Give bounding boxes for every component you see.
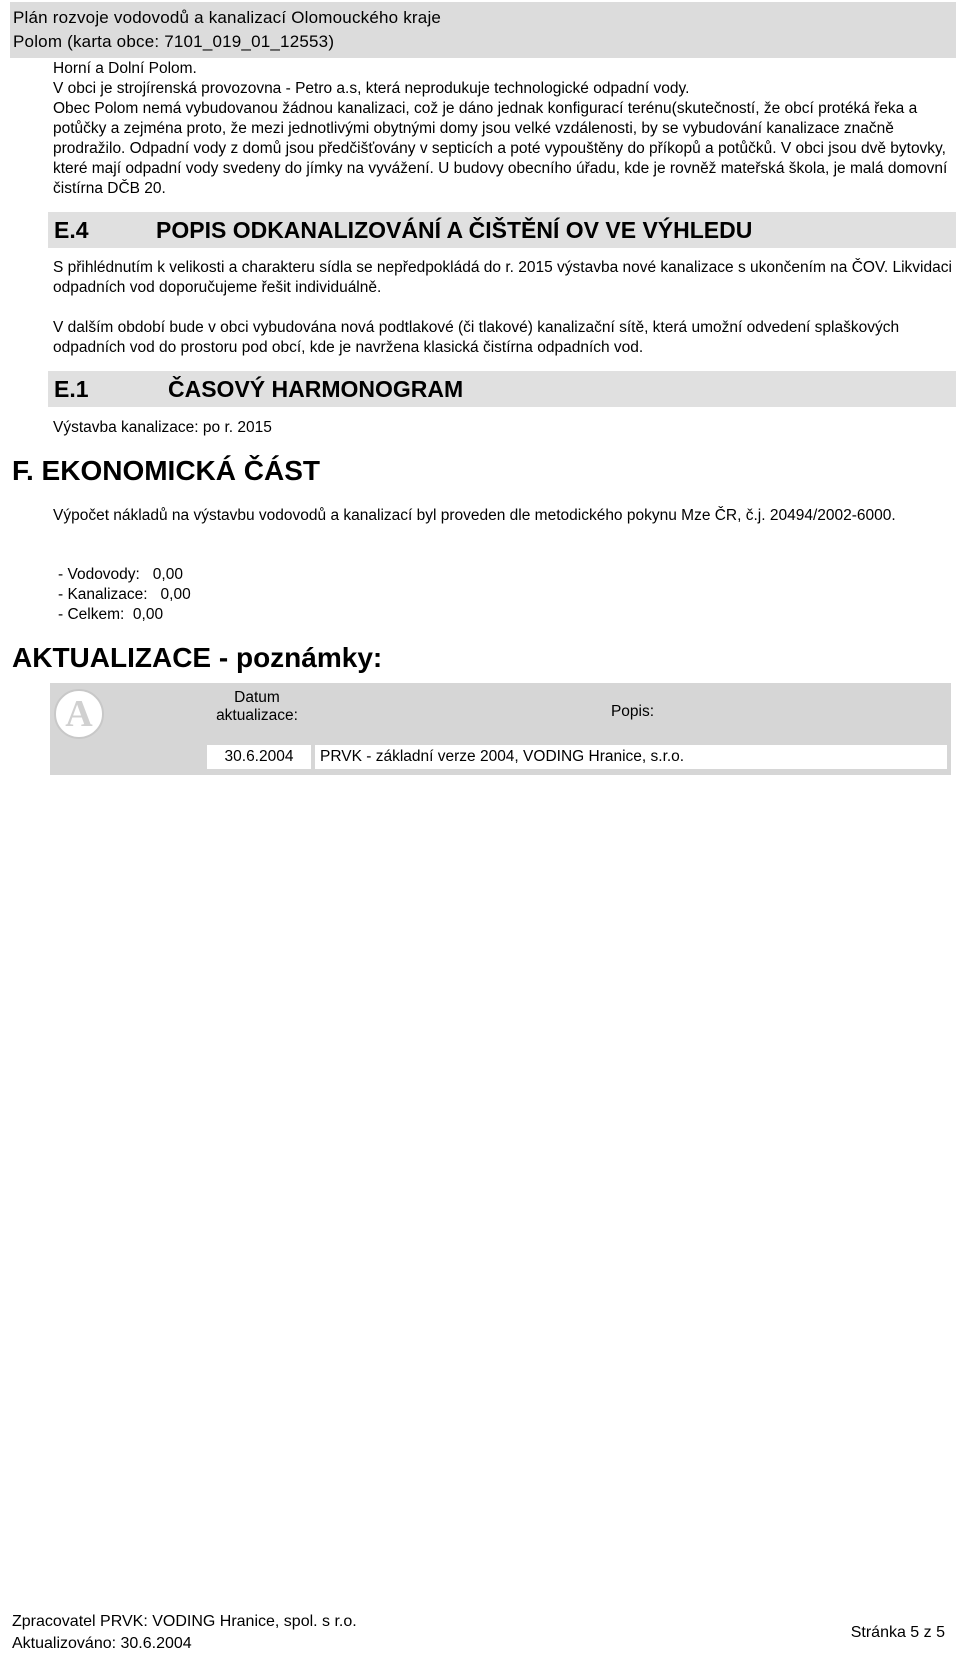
document-header (10, 2, 956, 58)
section-e1-number: E.1 (54, 376, 89, 402)
section-e4-heading (48, 212, 956, 248)
section-e1-text: Výstavba kanalizace: po r. 2015 (53, 419, 272, 436)
section-f-title: F. EKONOMICKÁ ČÁST (12, 455, 320, 486)
update-logo-icon (54, 689, 104, 739)
section-e1-title: ČASOVÝ HARMONOGRAM (168, 376, 464, 402)
footer-page-number: Stránka 5 z 5 (850, 1624, 945, 1641)
updates-table (50, 683, 951, 775)
updates-title: AKTUALIZACE - poznámky: (12, 642, 383, 673)
header-subtitle: Polom (karta obce: 7101_019_01_12553) (13, 32, 335, 51)
update-logo-letter: A (65, 693, 93, 735)
section-e4-title: POPIS ODKANALIZOVÁNÍ A ČIŠTĚNÍ OV VE VÝHLEDU (156, 217, 753, 243)
row-description: PRVK - základní verze 2004, VODING Hranice, s.r.o. (315, 745, 947, 769)
section-e4-paragraph-2: V dalším období bude v obci vybudována nová podtlakové (či tlakové) kanalizační sítě, která umožní odvedení splaškových odpadních vod do prostoru pod obcí, kde je navržena klasická čistírna odpadních vod. (53, 319, 900, 356)
cost-item-sewer: - Kanalizace: 0,00 (58, 586, 191, 603)
column-header-description: Popis: (610, 703, 655, 720)
column-header-date-line-2: aktualizace: (216, 707, 298, 724)
section-e4-number: E.4 (54, 217, 89, 243)
intro-text (53, 59, 953, 199)
column-header-date-line-1: Datum (234, 689, 280, 706)
cost-item-total: - Celkem: 0,00 (58, 606, 164, 623)
intro-paragraph: Obec Polom nemá vybudovanou žádnou kanalizaci, což je dáno jednak konfigurací terénu(skutečností, že obcí protéká řeka a potůčky a zejména proto, že mezi jednotlivými obytnými domy jsou velké vzdálenosti, by se vybudování kanalizace značně prodražilo. Odpadní vody z domů jsou předčišťovány v septicích a poté vypouštěny do příkopů a potůčků. V obci jsou dvě bytovky, které mají odpadní vody svedeny do jímky na vyvážení. U budovy obecního úřadu, kde je rovněž mateřská škola, je malá domovní čistírna DČB 20. (53, 100, 948, 197)
cost-item-water: - Vodovody: 0,00 (58, 566, 183, 583)
header-title: Plán rozvoje vodovodů a kanalizací Olomouckého kraje (13, 8, 442, 27)
intro-line-1: Horní a Dolní Polom. (53, 60, 197, 77)
column-header-date (207, 689, 307, 725)
cost-list (58, 565, 191, 625)
footer-author: Zpracovatel PRVK: VODING Hranice, spol. s r.o. (12, 1613, 357, 1630)
section-e4-paragraph-1: S přihlédnutím k velikosti a charakteru sídla se nepředpokládá do r. 2015 výstavba nové kanalizace s ukončením na ČOV. Likvidaci odpadních vod doporučujeme řešit individuálně. (53, 259, 952, 296)
row-date: 30.6.2004 (207, 745, 311, 769)
section-e1-heading (48, 371, 956, 407)
section-f-paragraph: Výpočet nákladů na výstavbu vodovodů a kanalizací byl proveden dle metodického pokynu Mze ČR, č.j. 20494/2002-6000. (53, 507, 896, 524)
footer-updated: Aktualizováno: 30.6.2004 (12, 1635, 192, 1652)
intro-line-2: V obci je strojírenská provozovna - Petro a.s, která neprodukuje technologické odpadní vody. (53, 80, 690, 97)
